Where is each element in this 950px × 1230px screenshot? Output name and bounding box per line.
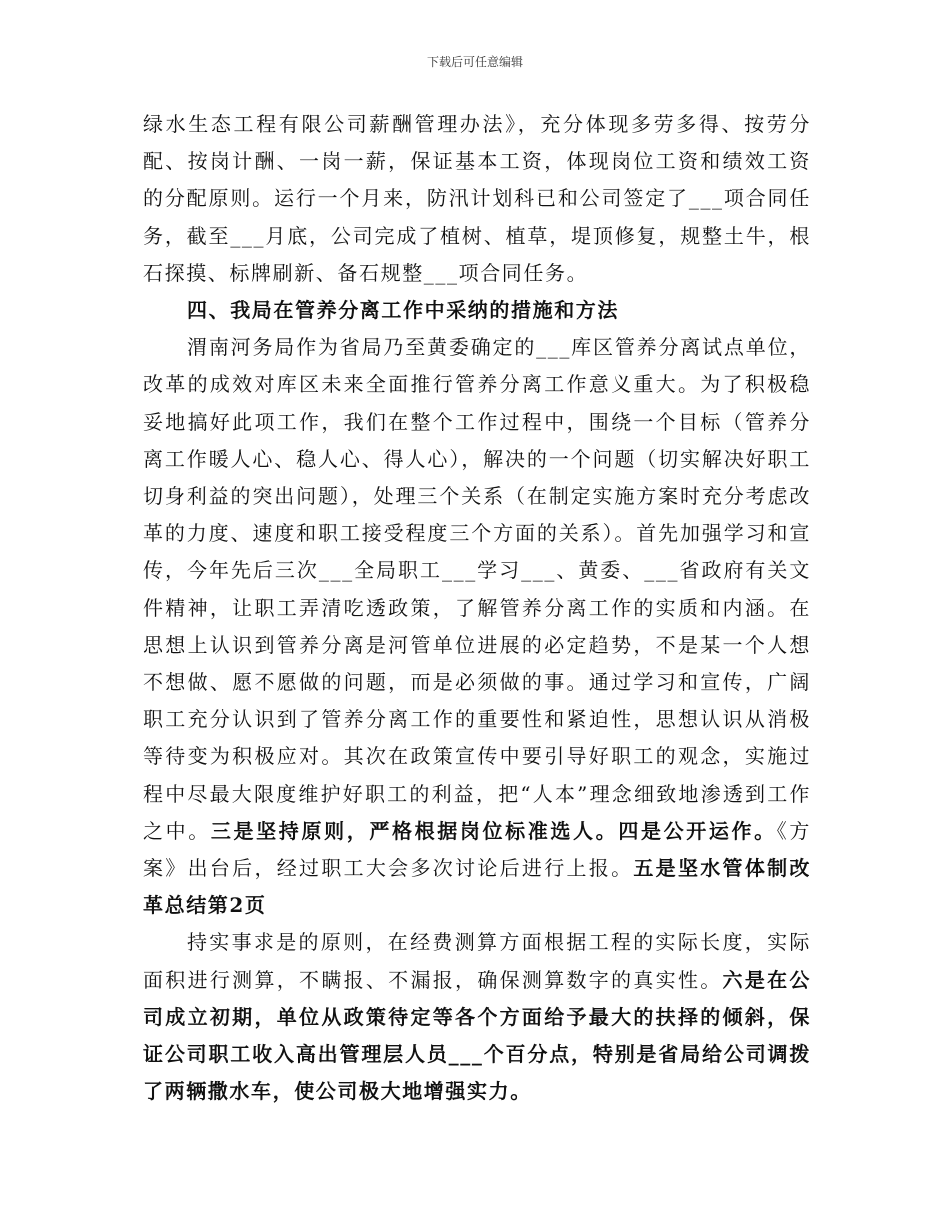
bold-principle-text: 三是坚持原则，严格根据岗位标准选人。四是公开运作。 xyxy=(210,818,777,843)
section-heading-4: 四、我局在管养分离工作中采纳的措施和方法 xyxy=(187,298,619,323)
paragraph-text: 持实事求是的原则，在经费测算方面根据工程的实际长度，实际面积进行测算，不瞒报、不漏报，确保测算数字的真实性。 xyxy=(143,930,811,992)
paragraph-pilot-measures xyxy=(143,329,811,924)
page-header-note: 下载后可任意编辑 xyxy=(426,55,523,69)
document-body xyxy=(143,106,811,1110)
paragraph-accounting-principle xyxy=(143,924,811,1110)
bold-support-text: 六是在公司成立初期，单位从政策待定等各个方面给予最大的扶择的倾斜，保证公司职工收入高出管理层人员___个百分点，特别是省局给公司调拨了两辆撒水车，使公司极大地增强实力。 xyxy=(143,967,811,1104)
paragraph-text: 渭南河务局作为省局乃至黄委确定的___库区管养分离试点单位，改革的成效对库区未来全面推行管养分离工作意义重大。为了积极稳妥地搞好此项工作，我们在整个工作过程中，围绕一个目标（管养分离工作暖人心、稳人心、得人心），解决的一个问题（切实解决好职工切身利益的突出问题），处理三个关系（在制定实施方案时充分考虑改革的力度、速度和职工接受程度三个方面的关系）。首先加强学习和宣传，今年先后三次___全局职工___学习___、黄委、___省政府有关文件精神，让职工弄清吃透政策，了解管养分离工作的实质和内涵。在思想上认识到管养分离是河管单位进展的必定趋势，不是某一个人想不想做、愿不愿做的问题，而是必须做的事。通过学习和宣传，广阔职工充分认识到了管养分离工作的重要性和紧迫性，思想认识从消极等待变为积极应对。其次在政策宣传中要引导好职工的观念，实施过程中尽最大限度维护好职工的利益，把“人本”理念细致地渗透到工作之中。 xyxy=(143,335,811,843)
paragraph-text-plan: 《方案》出台后，经过职工大会多次讨论后进行上报。 xyxy=(143,818,811,881)
bold-page-break-text: 五是坚水管体制改革总结第2页 xyxy=(143,856,811,918)
paragraph-salary-measures: 绿水生态工程有限公司薪酬管理办法》，充分体现多劳多得、按劳分配、按岗计酬、一岗一薪，保证基本工资，体现岗位工资和绩效工资的分配原则。运行一个月来，防汛计划科已和公司签定了___项合同任务，截至___月底，公司完成了植树、植草，堤顶修复，规整土牛，根石探摸、标牌刷新、备石规整___项合同任务。 xyxy=(143,112,811,285)
